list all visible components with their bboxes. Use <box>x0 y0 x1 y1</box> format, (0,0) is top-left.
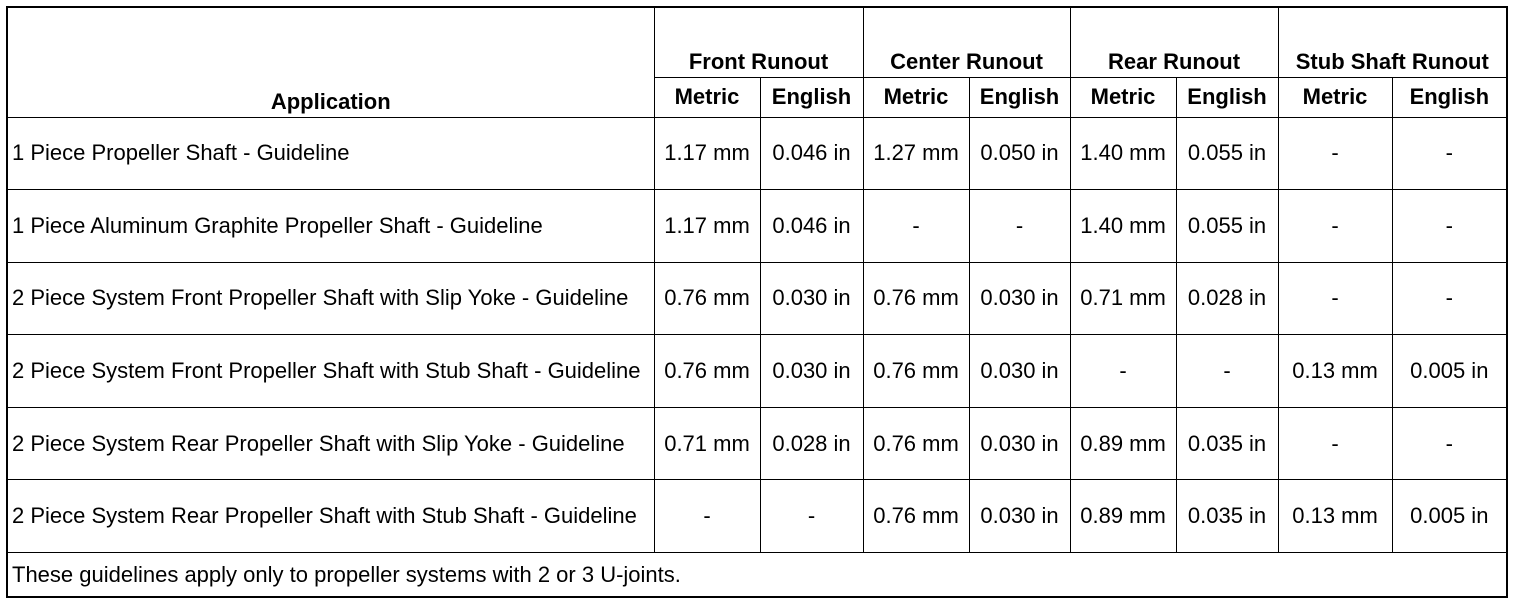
center-metric-cell: 0.76 mm <box>863 407 969 480</box>
application-cell: 1 Piece Propeller Shaft - Guideline <box>7 117 654 190</box>
front-metric-cell: 0.76 mm <box>654 262 760 335</box>
table-body <box>7 117 1507 597</box>
application-cell: 2 Piece System Rear Propeller Shaft with Slip Yoke - Guideline <box>7 407 654 480</box>
application-cell: 2 Piece System Front Propeller Shaft with Slip Yoke - Guideline <box>7 262 654 335</box>
stub-metric-cell: - <box>1278 262 1392 335</box>
rear-english-cell: - <box>1176 335 1278 408</box>
rear-english-cell: 0.055 in <box>1176 190 1278 263</box>
header-center-metric: Metric <box>863 77 969 117</box>
application-cell: 2 Piece System Front Propeller Shaft with Stub Shaft - Guideline <box>7 335 654 408</box>
rear-metric-cell: 1.40 mm <box>1070 190 1176 263</box>
rear-metric-cell: - <box>1070 335 1176 408</box>
front-metric-cell: 1.17 mm <box>654 117 760 190</box>
runout-spec-table <box>6 6 1508 598</box>
header-front-english: English <box>760 77 863 117</box>
table-row <box>7 335 1507 408</box>
front-english-cell: 0.046 in <box>760 117 863 190</box>
stub-metric-cell: - <box>1278 190 1392 263</box>
rear-english-cell: 0.055 in <box>1176 117 1278 190</box>
center-english-cell: 0.030 in <box>969 262 1070 335</box>
header-row-groups <box>7 7 1507 77</box>
stub-english-cell: 0.005 in <box>1392 480 1507 553</box>
stub-english-cell: - <box>1392 407 1507 480</box>
center-english-cell: 0.030 in <box>969 480 1070 553</box>
stub-english-cell: - <box>1392 117 1507 190</box>
stub-english-cell: 0.005 in <box>1392 335 1507 408</box>
table-row <box>7 262 1507 335</box>
front-metric-cell: - <box>654 480 760 553</box>
header-stub-english: English <box>1392 77 1507 117</box>
rear-metric-cell: 0.89 mm <box>1070 407 1176 480</box>
header-front-runout: Front Runout <box>654 7 863 77</box>
center-metric-cell: 0.76 mm <box>863 480 969 553</box>
rear-english-cell: 0.035 in <box>1176 480 1278 553</box>
front-metric-cell: 1.17 mm <box>654 190 760 263</box>
table-note: These guidelines apply only to propeller systems with 2 or 3 U-joints. <box>7 553 1507 597</box>
center-metric-cell: 0.76 mm <box>863 335 969 408</box>
header-center-runout: Center Runout <box>863 7 1070 77</box>
header-stub-shaft-runout: Stub Shaft Runout <box>1278 7 1507 77</box>
center-english-cell: 0.030 in <box>969 407 1070 480</box>
rear-metric-cell: 0.71 mm <box>1070 262 1176 335</box>
center-metric-cell: 0.76 mm <box>863 262 969 335</box>
center-english-cell: - <box>969 190 1070 263</box>
stub-english-cell: - <box>1392 190 1507 263</box>
header-rear-english: English <box>1176 77 1278 117</box>
front-english-cell: 0.028 in <box>760 407 863 480</box>
center-english-cell: 0.030 in <box>969 335 1070 408</box>
rear-english-cell: 0.028 in <box>1176 262 1278 335</box>
rear-metric-cell: 1.40 mm <box>1070 117 1176 190</box>
front-english-cell: 0.046 in <box>760 190 863 263</box>
rear-metric-cell: 0.89 mm <box>1070 480 1176 553</box>
table-row <box>7 407 1507 480</box>
application-cell: 1 Piece Aluminum Graphite Propeller Shaft - Guideline <box>7 190 654 263</box>
center-english-cell: 0.050 in <box>969 117 1070 190</box>
rear-english-cell: 0.035 in <box>1176 407 1278 480</box>
header-front-metric: Metric <box>654 77 760 117</box>
stub-metric-cell: 0.13 mm <box>1278 480 1392 553</box>
stub-metric-cell: 0.13 mm <box>1278 335 1392 408</box>
header-rear-metric: Metric <box>1070 77 1176 117</box>
header-rear-runout: Rear Runout <box>1070 7 1278 77</box>
table-row <box>7 190 1507 263</box>
table-row <box>7 480 1507 553</box>
front-metric-cell: 0.71 mm <box>654 407 760 480</box>
note-row <box>7 553 1507 597</box>
stub-metric-cell: - <box>1278 117 1392 190</box>
stub-english-cell: - <box>1392 262 1507 335</box>
table-row <box>7 117 1507 190</box>
front-metric-cell: 0.76 mm <box>654 335 760 408</box>
header-application: Application <box>7 7 654 117</box>
center-metric-cell: 1.27 mm <box>863 117 969 190</box>
front-english-cell: 0.030 in <box>760 335 863 408</box>
front-english-cell: - <box>760 480 863 553</box>
front-english-cell: 0.030 in <box>760 262 863 335</box>
center-metric-cell: - <box>863 190 969 263</box>
application-cell: 2 Piece System Rear Propeller Shaft with Stub Shaft - Guideline <box>7 480 654 553</box>
header-stub-metric: Metric <box>1278 77 1392 117</box>
stub-metric-cell: - <box>1278 407 1392 480</box>
header-center-english: English <box>969 77 1070 117</box>
